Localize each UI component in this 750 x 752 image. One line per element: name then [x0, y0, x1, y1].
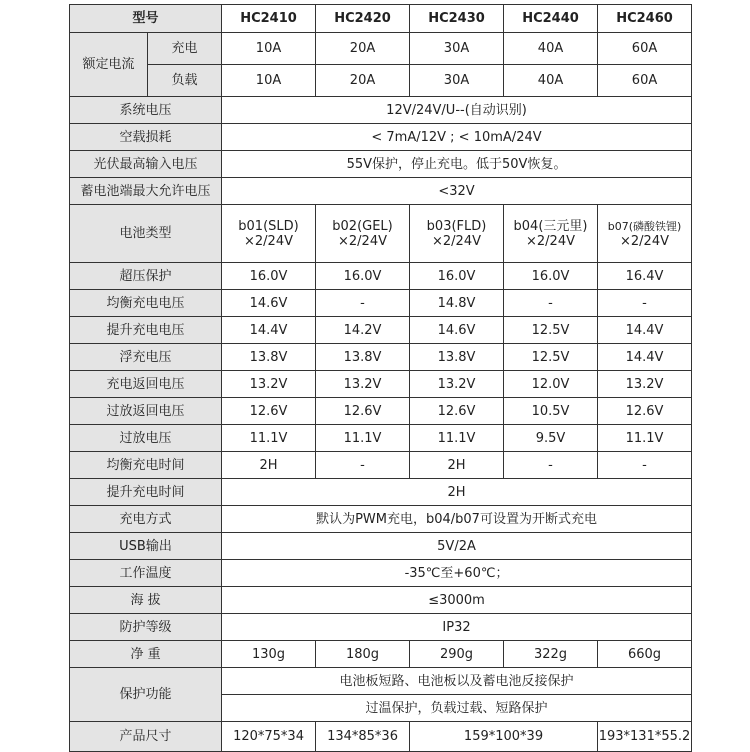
charge-return-value: 13.2V [222, 371, 316, 398]
battery-type-sub: ×2/24V [526, 233, 575, 249]
charge-label: 充电 [148, 33, 222, 65]
pv-max-input-value: 55V保护，停止充电。低于50V恢复。 [222, 151, 692, 178]
boost-voltage-value: 14.4V [222, 317, 316, 344]
charge-return-value: 13.2V [598, 371, 692, 398]
no-load-loss-row [70, 124, 692, 151]
rated-charge-row [70, 33, 692, 65]
work-temp-label: 工作温度 [70, 560, 222, 587]
battery-type-name: b02(GEL) [332, 218, 393, 234]
net-weight-value: 660g [598, 641, 692, 668]
float-voltage-value: 13.8V [410, 344, 504, 371]
battery-type-cell [222, 205, 316, 263]
overvoltage-value: 16.0V [410, 263, 504, 290]
boost-voltage-value: 14.6V [410, 317, 504, 344]
float-voltage-label: 浮充电压 [70, 344, 222, 371]
load-current-value: 20A [316, 65, 410, 97]
boost-voltage-value: 14.4V [598, 317, 692, 344]
size-value: 193*131*55.2 [598, 722, 692, 752]
system-voltage-row [70, 97, 692, 124]
equalize-voltage-value: 14.8V [410, 290, 504, 317]
equalize-time-row [70, 452, 692, 479]
net-weight-value: 130g [222, 641, 316, 668]
overvoltage-value: 16.0V [222, 263, 316, 290]
float-voltage-value: 12.5V [504, 344, 598, 371]
over-discharge-return-value: 12.6V [222, 398, 316, 425]
boost-time-label: 提升充电时间 [70, 479, 222, 506]
protection-level-row [70, 614, 692, 641]
battery-max-voltage-value: <32V [222, 178, 692, 205]
no-load-loss-label: 空载损耗 [70, 124, 222, 151]
load-label: 负载 [148, 65, 222, 97]
equalize-time-dash: - [316, 452, 410, 479]
equalize-time-dash: - [598, 452, 692, 479]
float-voltage-value: 14.4V [598, 344, 692, 371]
boost-voltage-value: 14.2V [316, 317, 410, 344]
model-header-label: 型号 [70, 5, 222, 33]
pv-max-input-label: 光伏最高输入电压 [70, 151, 222, 178]
over-discharge-value: 11.1V [316, 425, 410, 452]
over-discharge-return-value: 12.6V [316, 398, 410, 425]
size-row [70, 722, 692, 752]
charge-current-value: 60A [598, 33, 692, 65]
protection-row-1 [70, 668, 692, 695]
overvoltage-row [70, 263, 692, 290]
over-discharge-value: 9.5V [504, 425, 598, 452]
protection-level-label: 防护等级 [70, 614, 222, 641]
charge-mode-row [70, 506, 692, 533]
over-discharge-label: 过放电压 [70, 425, 222, 452]
charge-return-row [70, 371, 692, 398]
over-discharge-return-value: 10.5V [504, 398, 598, 425]
size-label: 产品尺寸 [70, 722, 222, 752]
over-discharge-value: 11.1V [222, 425, 316, 452]
equalize-voltage-row [70, 290, 692, 317]
usb-output-row [70, 533, 692, 560]
pv-max-input-row [70, 151, 692, 178]
charge-current-value: 30A [410, 33, 504, 65]
battery-type-sub: ×2/24V [432, 233, 481, 249]
system-voltage-value: 12V/24V/U--(自动识别) [222, 97, 692, 124]
float-voltage-value: 13.8V [316, 344, 410, 371]
system-voltage-label: 系统电压 [70, 97, 222, 124]
equalize-time-value: 2H [222, 452, 316, 479]
equalize-voltage-value: 14.6V [222, 290, 316, 317]
model-name: HC2430 [410, 5, 504, 33]
equalize-time-label: 均衡充电时间 [70, 452, 222, 479]
altitude-row [70, 587, 692, 614]
equalize-time-value: 2H [410, 452, 504, 479]
charge-return-label: 充电返回电压 [70, 371, 222, 398]
battery-type-name: b03(FLD) [426, 218, 487, 234]
work-temp-value: -35℃至+60℃； [222, 560, 692, 587]
battery-type-sub: ×2/24V [338, 233, 387, 249]
equalize-time-dash: - [504, 452, 598, 479]
boost-voltage-row [70, 317, 692, 344]
battery-type-sub: ×2/24V [620, 233, 669, 249]
usb-output-value: 5V/2A [222, 533, 692, 560]
charge-mode-label: 充电方式 [70, 506, 222, 533]
charge-return-value: 13.2V [316, 371, 410, 398]
load-current-value: 40A [504, 65, 598, 97]
net-weight-value: 290g [410, 641, 504, 668]
work-temp-row [70, 560, 692, 587]
equalize-voltage-dash: - [598, 290, 692, 317]
boost-voltage-label: 提升充电电压 [70, 317, 222, 344]
charge-current-value: 40A [504, 33, 598, 65]
battery-type-label: 电池类型 [70, 205, 222, 263]
battery-type-cell [316, 205, 410, 263]
protection-level-value: IP32 [222, 614, 692, 641]
float-voltage-row [70, 344, 692, 371]
charge-return-value: 12.0V [504, 371, 598, 398]
altitude-label: 海 拔 [70, 587, 222, 614]
altitude-value: ≤3000m [222, 587, 692, 614]
charge-mode-value: 默认为PWM充电，b04/b07可设置为开断式充电 [222, 506, 692, 533]
load-current-value: 30A [410, 65, 504, 97]
no-load-loss-value: < 7mA/12V ; < 10mA/24V [222, 124, 692, 151]
battery-type-name: b07(磷酸铁锂) [607, 219, 682, 233]
load-current-value: 10A [222, 65, 316, 97]
over-discharge-row [70, 425, 692, 452]
battery-type-name: b04(三元里) [513, 218, 588, 234]
protection-line-2: 过温保护，负载过载、短路保护 [222, 695, 692, 722]
overvoltage-value: 16.0V [316, 263, 410, 290]
net-weight-value: 180g [316, 641, 410, 668]
battery-type-cell [598, 205, 692, 263]
battery-max-voltage-label: 蓄电池端最大允许电压 [70, 178, 222, 205]
battery-type-name: b01(SLD) [238, 218, 299, 234]
float-voltage-value: 13.8V [222, 344, 316, 371]
equalize-voltage-dash: - [504, 290, 598, 317]
size-value: 159*100*39 [410, 722, 598, 752]
overvoltage-value: 16.4V [598, 263, 692, 290]
equalize-voltage-dash: - [316, 290, 410, 317]
boost-time-value: 2H [222, 479, 692, 506]
over-discharge-value: 11.1V [410, 425, 504, 452]
model-name: HC2420 [316, 5, 410, 33]
overvoltage-label: 超压保护 [70, 263, 222, 290]
header-row [70, 5, 692, 33]
net-weight-value: 322g [504, 641, 598, 668]
battery-type-cell [410, 205, 504, 263]
boost-voltage-value: 12.5V [504, 317, 598, 344]
protection-label: 保护功能 [70, 668, 222, 722]
over-discharge-return-label: 过放返回电压 [70, 398, 222, 425]
battery-max-voltage-row [70, 178, 692, 205]
over-discharge-return-value: 12.6V [598, 398, 692, 425]
battery-type-row [70, 205, 692, 263]
spec-table [69, 4, 692, 752]
charge-current-value: 10A [222, 33, 316, 65]
charge-return-value: 13.2V [410, 371, 504, 398]
net-weight-row [70, 641, 692, 668]
over-discharge-value: 11.1V [598, 425, 692, 452]
net-weight-label: 净 重 [70, 641, 222, 668]
battery-type-cell [504, 205, 598, 263]
rated-load-row [70, 65, 692, 97]
rated-current-label: 额定电流 [70, 33, 148, 97]
load-current-value: 60A [598, 65, 692, 97]
model-name: HC2410 [222, 5, 316, 33]
over-discharge-return-value: 12.6V [410, 398, 504, 425]
usb-output-label: USB输出 [70, 533, 222, 560]
model-name: HC2440 [504, 5, 598, 33]
protection-line-1: 电池板短路、电池板以及蓄电池反接保护 [222, 668, 692, 695]
size-value: 134*85*36 [316, 722, 410, 752]
model-name: HC2460 [598, 5, 692, 33]
boost-time-row [70, 479, 692, 506]
battery-type-sub: ×2/24V [244, 233, 293, 249]
over-discharge-return-row [70, 398, 692, 425]
size-value: 120*75*34 [222, 722, 316, 752]
equalize-voltage-label: 均衡充电电压 [70, 290, 222, 317]
overvoltage-value: 16.0V [504, 263, 598, 290]
charge-current-value: 20A [316, 33, 410, 65]
